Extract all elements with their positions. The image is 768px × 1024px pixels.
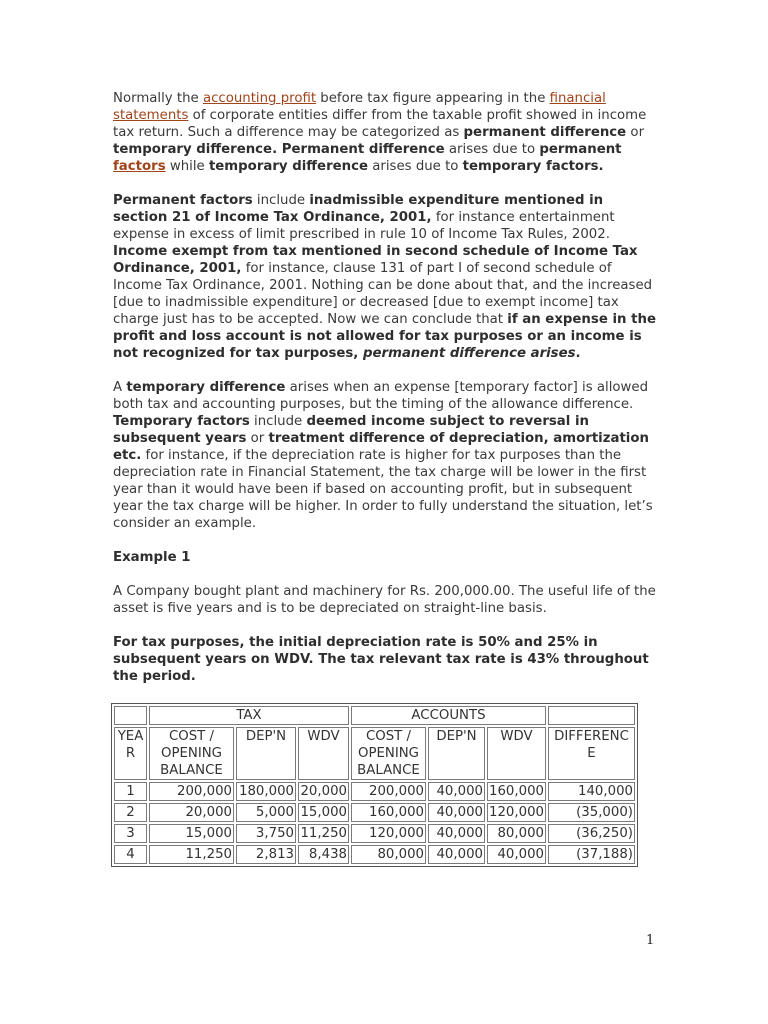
cell-tax-wdv: 8,438 <box>298 845 349 864</box>
cell-acc-wdv: 120,000 <box>489 805 544 820</box>
cell-acc-dep: 40,000 <box>428 803 485 822</box>
table-group-header-row <box>114 706 635 725</box>
col-difference: DIFFERENC E <box>548 727 635 780</box>
col-year: YEA R <box>114 727 147 780</box>
cell-tax-cost: 20,000 <box>149 803 234 822</box>
cell-difference: (36,250) <box>548 824 635 843</box>
page-number: 1 <box>646 933 655 948</box>
accounting-profit-link[interactable]: accounting profit <box>202 91 317 106</box>
table-group-accounts: ACCOUNTS <box>351 706 546 725</box>
col-wdv-accounts: WDV <box>487 727 546 780</box>
table-row <box>114 845 635 864</box>
paragraph-permanent-factors: Permanent factors include inadmissible expenditure mentioned in section 21 of Income Tax Ordinance, 2001, for instance entertainment expense in excess of limit prescribed in rule 10 of Income Tax Rules, 2002. Income exempt from tax mentioned in second schedule of Income Tax Ordinance, 2001, for instance, clause 131 of part I of second schedule of Income Tax Ordinance, 2001. Nothing can be done about that, and the increased [due to inadmissible expenditure] or decreased [due to exempt income] tax charge just has to be accepted. Now we can conclude that if an expense in the profit and loss account is not allowed for tax purposes or an income is not recognized for tax purposes, permanent difference arises. <box>113 193 656 361</box>
cell-acc-cost: 200,000 <box>351 782 426 801</box>
cell-tax-wdv: 15,000 <box>298 803 349 822</box>
table-row <box>114 803 635 822</box>
table-header-empty <box>114 706 147 725</box>
col-depreciation-accounts: DEP'N <box>428 727 485 780</box>
cell-acc-wdv: 160,000 <box>489 784 544 799</box>
cell-acc-dep: 40,000 <box>428 845 485 864</box>
cell-year: 3 <box>114 824 147 843</box>
paragraph-intro: Normally the accounting profit before tax figure appearing in the financial statements of corporate entities differ from the taxable profit showed in income tax return. Such a difference may be categorized as permanent difference or temporary difference. Permanent difference arises due to permanent factors while temporary difference arises due to temporary factors. <box>113 91 647 174</box>
document-body <box>113 90 658 867</box>
depreciation-table <box>111 703 638 867</box>
cell-tax-cost: 15,000 <box>149 824 234 843</box>
factors-link[interactable]: factors <box>113 159 166 174</box>
cell-acc-wdv: 80,000 <box>487 824 546 843</box>
cell-tax-wdv: 11,250 <box>298 824 349 843</box>
table-column-header-row <box>114 727 635 780</box>
cell-difference: (35,000) <box>548 803 635 822</box>
financial-statements-link[interactable]: financial statements <box>113 91 606 123</box>
cell-tax-cost: 11,250 <box>149 845 234 864</box>
table-header-empty <box>548 706 635 725</box>
cell-difference: (37,188) <box>548 845 635 864</box>
col-wdv-tax: WDV <box>298 727 349 780</box>
cell-tax-dep: 5,000 <box>236 803 296 822</box>
table-row <box>114 824 635 843</box>
cell-tax-dep: 180,000 <box>236 782 296 801</box>
cell-year: 4 <box>114 845 147 864</box>
cell-acc-cost: 160,000 <box>351 803 426 822</box>
cell-acc-dep: 40,000 <box>428 824 485 843</box>
paragraph-tax-rates: For tax purposes, the initial depreciation rate is 50% and 25% in subsequent years on WDV. The tax relevant tax rate is 43% throughout the period. <box>113 635 649 684</box>
cell-tax-wdv: 20,000 <box>298 782 349 801</box>
col-cost-accounts: COST / OPENING BALANCE <box>351 727 426 780</box>
cell-acc-wdv: 40,000 <box>487 845 546 864</box>
cell-tax-cost: 200,000 <box>149 782 234 801</box>
col-cost-tax: COST / OPENING BALANCE <box>149 727 234 780</box>
cell-tax-dep: 2,813 <box>236 845 296 864</box>
col-depreciation-tax: DEP'N <box>236 727 296 780</box>
cell-acc-cost: 120,000 <box>351 824 426 843</box>
cell-acc-dep: 40,000 <box>428 782 485 801</box>
cell-tax-dep: 3,750 <box>236 824 296 843</box>
cell-acc-cost: 80,000 <box>351 845 426 864</box>
cell-difference: 140,000 <box>548 782 635 801</box>
table-group-tax: TAX <box>149 706 349 725</box>
cell-year: 2 <box>114 803 147 822</box>
paragraph-temporary-difference: A temporary difference arises when an expense [temporary factor] is allowed both tax and accounting purposes, but the timing of the allowance difference. Temporary factors include deemed income subject to reversal in subsequent years or treatment difference of depreciation, amortization etc. for instance, if the depreciation rate is higher for tax purposes than the depreciation rate in Financial Statement, the tax charge will be lower in the first year than it would have been if based on accounting profit, but in subsequent year the tax charge will be higher. In order to fully understand the situation, let’s consider an example. <box>113 380 653 531</box>
paragraph-example-description: A Company bought plant and machinery for Rs. 200,000.00. The useful life of the asset is five years and is to be depreciated on straight-line basis. <box>113 584 656 616</box>
table-row <box>114 782 635 801</box>
example-heading: Example 1 <box>113 550 191 565</box>
cell-year: 1 <box>114 782 147 801</box>
